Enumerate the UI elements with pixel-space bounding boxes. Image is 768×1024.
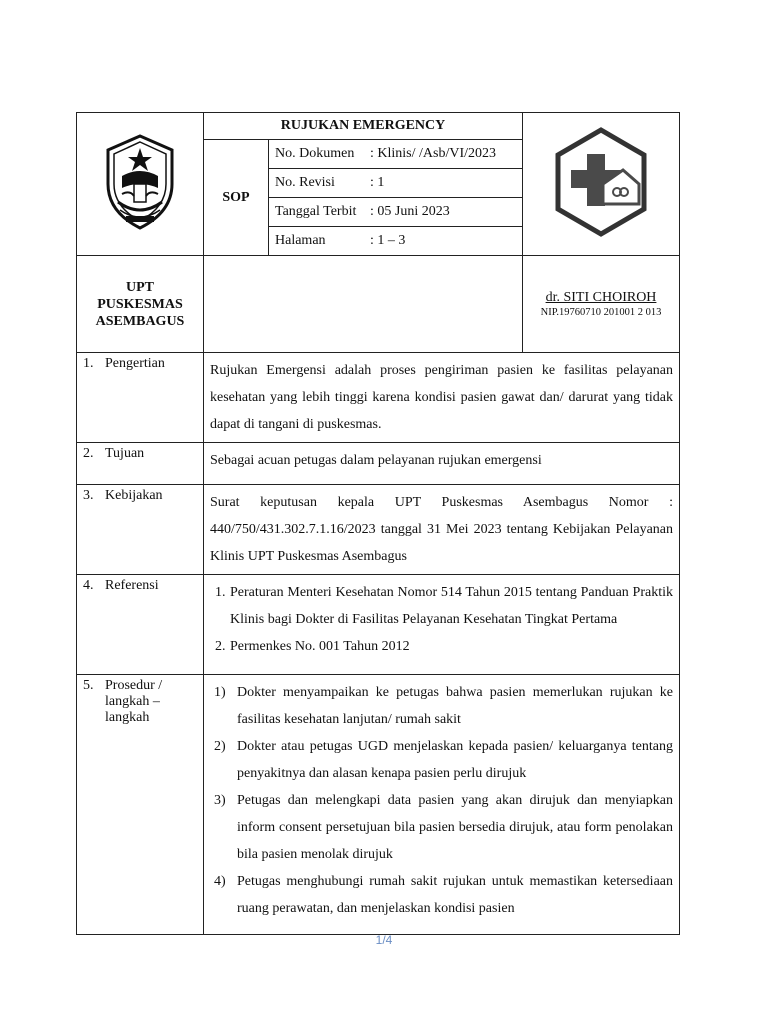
section-label-prosedur	[77, 675, 204, 935]
sop-table	[76, 112, 680, 935]
meta-label: Tanggal Terbit	[275, 204, 357, 219]
regency-emblem-cell	[77, 113, 204, 256]
puskesmas-logo-icon	[551, 126, 651, 238]
section-label-referensi	[77, 575, 204, 675]
puskesmas-logo-cell	[523, 113, 680, 256]
meta-label: No. Revisi	[275, 175, 335, 190]
list-item	[210, 787, 673, 868]
section-number: 4.	[83, 578, 94, 593]
meta-value: : 1 – 3	[370, 233, 406, 248]
item-number: 3)	[214, 793, 226, 808]
unit-line: ASEMBAGUS	[95, 313, 185, 329]
unit-line: PUSKESMAS	[97, 296, 183, 312]
meta-no-revisi	[269, 169, 523, 198]
section-label: Referensi	[105, 578, 159, 593]
meta-value: : 1	[370, 175, 385, 190]
list-item	[210, 633, 673, 660]
meta-tanggal-terbit	[269, 198, 523, 227]
regency-emblem-icon	[100, 132, 180, 232]
list-item	[210, 733, 673, 787]
section-label: Prosedur / langkah – langkah	[105, 678, 163, 725]
item-text: Petugas menghubungi rumah sakit rujukan untuk memastikan ketersediaan ruang perawatan, dan menjelaskan kondisi pasien	[237, 874, 673, 916]
meta-value: : 05 Juni 2023	[370, 204, 450, 219]
section-label: Kebijakan	[105, 488, 163, 503]
signatory-nip: NIP.19760710 201001 2 013	[540, 307, 662, 318]
section-number: 2.	[83, 446, 94, 461]
section-label: Tujuan	[105, 446, 145, 461]
meta-label: No. Dokumen	[275, 146, 355, 161]
item-number: 1.	[215, 585, 226, 600]
section-content-referensi	[204, 575, 680, 675]
item-text: Peraturan Menteri Kesehatan Nomor 514 Tahun 2015 tentang Panduan Praktik Klinis bagi Dokter di Fasilitas Pelayanan Kesehatan Tingkat Pertama	[230, 585, 673, 627]
item-text: Permenkes No. 001 Tahun 2012	[230, 639, 410, 654]
list-item	[210, 579, 673, 633]
item-number: 2)	[214, 739, 226, 754]
unit-line: UPT	[126, 279, 154, 295]
section-label-tujuan	[77, 443, 204, 485]
section-content-prosedur	[204, 675, 680, 935]
reference-list	[210, 579, 673, 660]
item-number: 2.	[215, 639, 226, 654]
procedure-list	[210, 679, 673, 922]
meta-no-dokumen	[269, 140, 523, 169]
item-number: 4)	[214, 874, 226, 889]
meta-value: : Klinis/ /Asb/VI/2023	[370, 146, 497, 161]
list-item	[210, 679, 673, 733]
section-content-tujuan: Sebagai acuan petugas dalam pelayanan rujukan emergensi	[204, 443, 680, 485]
section-label-kebijakan	[77, 485, 204, 575]
section-content-kebijakan: Surat keputusan kepala UPT Puskesmas Asembagus Nomor : 440/750/431.302.7.1.16/2023 tanggal 31 Mei 2023 tentang Kebijakan Pelayanan Klinis UPT Puskesmas Asembagus	[204, 485, 680, 575]
item-number: 1)	[214, 685, 226, 700]
signatory-name: dr. SITI CHOIROH	[545, 290, 657, 305]
meta-label: Halaman	[275, 233, 326, 248]
section-number: 3.	[83, 488, 94, 503]
item-text: Dokter menyampaikan ke petugas bahwa pasien memerlukan rujukan ke fasilitas kesehatan lanjutan/ rumah sakit	[237, 685, 673, 727]
signatory-block	[523, 256, 680, 353]
list-item	[210, 868, 673, 922]
page-number: 1/4	[375, 933, 393, 947]
section-label-pengertian	[77, 353, 204, 443]
sop-label: SOP	[204, 140, 269, 256]
unit-name	[77, 256, 204, 353]
sop-title: RUJUKAN EMERGENCY	[204, 113, 523, 140]
item-text: Petugas dan melengkapi data pasien yang akan dirujuk dan menyiapkan inform consent persetujuan bila pasien bersedia dirujuk, atau form penolakan bila pasien menolak dirujuk	[237, 793, 673, 862]
section-content-pengertian: Rujukan Emergensi adalah proses pengiriman pasien ke fasilitas pelayanan kesehatan yang lebih tinggi karena kondisi pasien gawat dan/ darurat yang tidak dapat di tangani di puskesmas.	[204, 353, 680, 443]
section-number: 5.	[83, 678, 94, 693]
item-text: Dokter atau petugas UGD menjelaskan kepada pasien/ keluarganya tentang penyakitnya dan alasan kenapa pasien perlu dirujuk	[237, 739, 673, 781]
meta-halaman	[269, 227, 523, 256]
blank-cell	[204, 256, 523, 353]
section-number: 1.	[83, 356, 94, 371]
section-label: Pengertian	[105, 356, 165, 371]
